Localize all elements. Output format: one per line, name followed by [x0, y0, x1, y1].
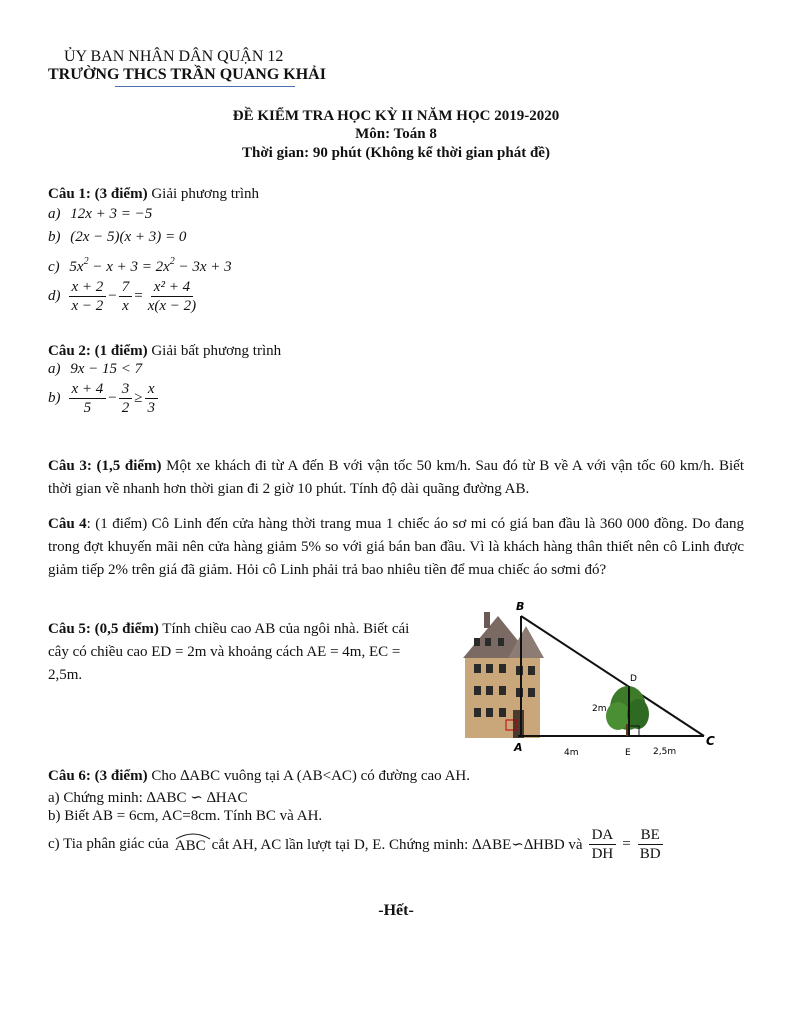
q1a-eq: 12x + 3 = −5 — [70, 206, 153, 222]
q1d-label: d) — [48, 288, 61, 304]
q4-head: Câu 4 — [48, 516, 87, 532]
exam-title: ĐỀ KIỂM TRA HỌC KỲ II NĂM HỌC 2019-2020 — [232, 108, 560, 124]
q1c-part3: − 3x + 3 — [174, 259, 232, 275]
district-name: ỦY BAN NHÂN DÂN QUẬN 12 — [64, 48, 284, 65]
label-ed: 2m — [592, 704, 607, 714]
q2a-ineq: 9x − 15 < 7 — [70, 361, 143, 377]
q2-head: Câu 2: (1 điểm) — [48, 343, 148, 359]
school-underline — [115, 86, 295, 87]
q6a: a) Chứng minh: ∆ABC ∽ ∆HAC — [48, 790, 248, 806]
label-ec: 2,5m — [653, 747, 677, 757]
q1c-label: c) — [48, 259, 60, 275]
q1-heading — [48, 186, 259, 203]
q3-text: Một xe khách đi từ A đến B với vận tốc 50 km/h. Sau đó từ B về A với vận tốc 60 km/h. Biết thời gian về nhanh hơn thời gian đi 2 giờ 10 phút. Tính độ dài quãng đường AB. — [48, 458, 744, 497]
q6c-frac1-den: DH — [591, 846, 614, 862]
q6c — [48, 826, 666, 863]
end-marker: -Hết- — [378, 902, 414, 919]
tree — [606, 686, 649, 736]
q2a-label: a) — [48, 361, 61, 377]
house-chimney — [484, 612, 490, 628]
label-ae: 4m — [564, 748, 579, 758]
q3-head: Câu 3: (1,5 điểm) — [48, 458, 162, 474]
exam-time: Thời gian: 90 phút (Không kể thời gian phát đề) — [242, 145, 550, 161]
q2b-frac1-den: 5 — [83, 400, 92, 416]
q1-text: Giải phương trình — [147, 186, 260, 202]
q5-head: Câu 5: (0,5 điểm) — [48, 621, 159, 637]
q2-heading — [48, 343, 281, 360]
q1c-part1: 5x — [69, 259, 84, 275]
label-b: B — [516, 600, 525, 613]
q1b-label: b) — [48, 229, 61, 245]
q1a — [48, 206, 152, 223]
q2b — [48, 380, 160, 417]
label-a: A — [514, 741, 523, 754]
q2b-ge: ≥ — [134, 390, 143, 406]
q6c-angle — [175, 834, 206, 855]
q1d-frac1-num: x + 2 — [69, 278, 107, 297]
school-name: TRƯỜNG THCS TRẦN QUANG KHẢI — [48, 66, 326, 83]
q2b-frac3-num: x — [145, 380, 158, 399]
label-e: E — [625, 748, 631, 758]
exam-subject: Môn: Toán 8 — [355, 126, 437, 142]
q6-head: Câu 6: (3 điểm) — [48, 768, 148, 784]
q2b-minus: − — [108, 390, 117, 406]
house-tree-figure — [460, 598, 722, 760]
q1b-eq: (2x − 5)(x + 3) = 0 — [70, 229, 187, 245]
q1d-frac3-num: x² + 4 — [151, 278, 193, 297]
q6c-equals: = — [622, 836, 631, 852]
q6c-frac2-num: BE — [638, 826, 663, 845]
label-d: D — [630, 674, 637, 684]
q1d-minus: − — [108, 288, 117, 304]
q4-text: : (1 điểm) Cô Linh đến cửa hàng thời trang mua 1 chiếc áo sơ mi có giá ban đầu là 360 000 đồng. Do đang trong đợt khuyến mãi nên cửa hàng giảm 5% so với giá bán ban đầu. Vì là khách hàng thân thiết nên cô Linh được giảm tiếp 2% trên giá đã giảm. Hỏi cô Linh phải trả bao nhiêu tiền để mua chiếc áo sơmi đó? — [48, 516, 744, 578]
q1d-frac1-den: x − 2 — [71, 298, 104, 314]
q3 — [48, 455, 744, 501]
q1b — [48, 229, 186, 246]
q6-text: Cho ∆ABC vuông tại A (AB<AC) có đường cao AH. — [147, 768, 471, 784]
q6c-frac2-den: BD — [639, 846, 661, 862]
q6-heading — [48, 768, 470, 785]
label-c: C — [706, 734, 715, 748]
q1a-label: a) — [48, 206, 61, 222]
q2b-frac1-num: x + 4 — [69, 380, 107, 399]
q1d-frac3 — [145, 278, 199, 315]
q2b-label: b) — [48, 390, 61, 406]
q2b-frac2-den: 2 — [121, 400, 130, 416]
q6c-frac1-num: DA — [589, 826, 617, 845]
q6c-text1: c) Tia phân giác của — [48, 836, 169, 852]
q1d-frac2-den: x — [122, 298, 129, 314]
q1d-frac1 — [69, 278, 107, 315]
q6c-text2: cắt AH, AC lần lượt tại D, E. Chứng minh: ∆ABE∽∆HBD và — [211, 837, 583, 853]
q6b: b) Biết AB = 6cm, AC=8cm. Tính BC và AH. — [48, 808, 323, 824]
q1c: c) $5x^2 - x + 3 = 2x^2 - 3x + 3$ — [48, 256, 232, 275]
q2b-frac2-num: 3 — [119, 380, 133, 399]
q1-head: Câu 1: (3 điểm) — [48, 186, 148, 202]
q2b-frac3 — [144, 380, 158, 417]
q5-text: Tính chiều cao AB của ngôi nhà. Biết cái cây có chiều cao ED = 2m và khoảng cách AE = 4m, EC = 2,5m. — [48, 621, 410, 683]
house-door — [513, 710, 524, 738]
q6c-frac1 — [589, 826, 617, 863]
q2b-frac3-den: 3 — [147, 400, 155, 416]
q1d-equals: = — [134, 288, 143, 304]
q2b-frac2 — [119, 380, 133, 417]
q5 — [48, 618, 432, 687]
q4 — [48, 513, 744, 582]
q1d-frac3-den: x(x − 2) — [147, 298, 197, 314]
q6c-frac2 — [637, 826, 664, 863]
q6c-angle-text: ABC — [174, 838, 206, 854]
q2b-frac1 — [69, 380, 107, 417]
q1d — [48, 278, 201, 315]
q2a — [48, 361, 142, 378]
q1d-frac2 — [119, 278, 133, 315]
q2-text: Giải bất phương trình — [147, 343, 282, 359]
angle-arc-icon — [175, 832, 211, 840]
q1c-part2: − x + 3 = 2x — [88, 259, 170, 275]
q1d-frac2-num: 7 — [119, 278, 133, 297]
